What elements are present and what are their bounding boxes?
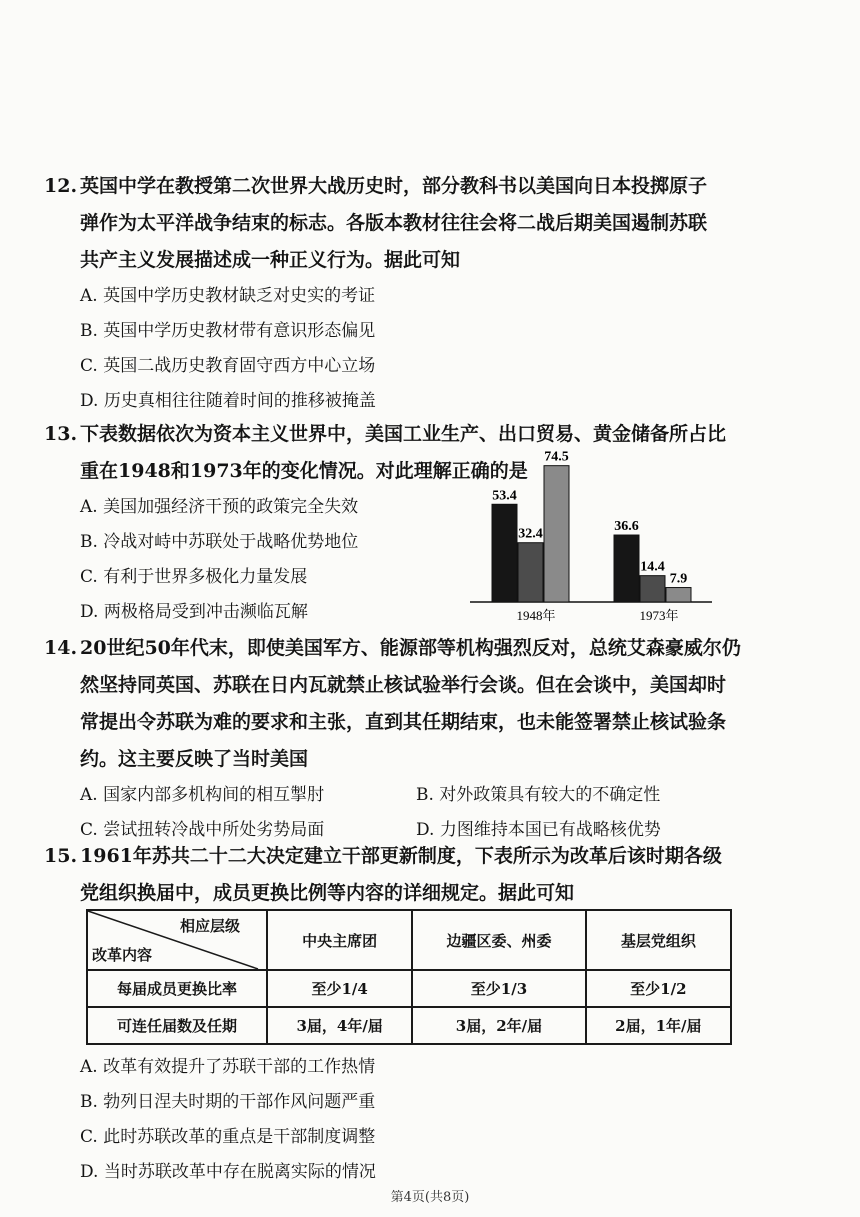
column-header: 基层党组织 — [586, 910, 731, 970]
table-row — [87, 1007, 731, 1044]
option-a[interactable]: A. 英国中学历史教材缺乏对史实的考证 — [80, 286, 376, 306]
option-a[interactable]: A. 国家内部多机构间的相互掣肘 — [80, 785, 325, 805]
option-d[interactable]: D. 两极格局受到冲击濒临瓦解 — [80, 602, 308, 622]
option-b[interactable]: B. 冷战对峙中苏联处于战略优势地位 — [80, 532, 359, 552]
bar — [640, 576, 665, 602]
table-row — [87, 970, 731, 1007]
table-cell: 2届，1年/届 — [586, 1007, 731, 1044]
option-d[interactable]: D. 力图维持本国已有战略核优势 — [416, 820, 661, 840]
question-stem-line: 党组织换届中，成员更换比例等内容的详细规定。据此可知 — [80, 882, 575, 904]
row-label: 每届成员更换比率 — [87, 970, 267, 1007]
table-cell: 3届，2年/届 — [412, 1007, 585, 1044]
option-b[interactable]: B. 对外政策具有较大的不确定性 — [416, 785, 661, 805]
data-label: 7.9 — [669, 571, 688, 587]
column-header: 中央主席团 — [267, 910, 412, 970]
question-14 — [44, 630, 804, 848]
question-number: 12. — [44, 175, 78, 197]
question-stem-line: 然坚持同英国、苏联在日内瓦就禁止核试验举行会谈。但在会谈中，美国却时 — [80, 674, 727, 696]
question-stem-line: 约。这主要反映了当时美国 — [80, 748, 309, 770]
bar — [544, 466, 569, 602]
table-header-row — [87, 910, 731, 970]
data-label: 14.4 — [640, 559, 665, 575]
us-share-bar-chart — [462, 449, 732, 626]
option-b[interactable]: B. 英国中学历史教材带有意识形态偏见 — [80, 321, 376, 341]
question-stem-line: 常提出令苏联为难的要求和主张，直到其任期结束，也未能签署禁止核试验条 — [80, 711, 727, 733]
bar — [492, 504, 517, 602]
option-b[interactable]: B. 勃列日涅夫时期的干部作风问题严重 — [80, 1092, 376, 1112]
question-stem-line: 下表数据依次为资本主义世界中，美国工业生产、出口贸易、黄金储备所占比 — [80, 423, 727, 445]
option-a[interactable]: A. 改革有效提升了苏联干部的工作热情 — [80, 1057, 376, 1077]
option-c[interactable]: C. 有利于世界多极化力量发展 — [80, 567, 308, 587]
option-d[interactable]: D. 当时苏联改革中存在脱离实际的情况 — [80, 1162, 376, 1182]
column-header: 边疆区委、州委 — [412, 910, 585, 970]
reform-table — [86, 909, 732, 1045]
data-label: 74.5 — [544, 449, 569, 465]
table-cell: 至少1/2 — [586, 970, 731, 1007]
page-footer: 第4页(共8页) — [390, 1190, 470, 1205]
table-corner-cell — [87, 910, 267, 970]
corner-top-label: 相应层级 — [179, 917, 240, 935]
table-cell: 至少1/4 — [267, 970, 412, 1007]
question-stem-line: 20世纪50年代末，即使美国军方、能源部等机构强烈反对，总统艾森豪威尔仍 — [80, 637, 741, 659]
table-cell: 3届，4年/届 — [267, 1007, 412, 1044]
question-number: 14. — [44, 637, 78, 659]
question-12 — [44, 168, 804, 419]
table-cell: 至少1/3 — [412, 970, 585, 1007]
question-stem-line: 英国中学在教授第二次世界大战历史时，部分教科书以美国向日本投掷原子 — [80, 175, 708, 197]
row-label: 可连任届数及任期 — [87, 1007, 267, 1044]
data-label: 36.6 — [614, 519, 639, 535]
option-d[interactable]: D. 历史真相往往随着时间的推移被掩盖 — [80, 391, 376, 411]
option-a[interactable]: A. 美国加强经济干预的政策完全失效 — [80, 497, 359, 517]
question-number: 15. — [44, 845, 78, 867]
bar — [666, 588, 691, 602]
option-c[interactable]: C. 此时苏联改革的重点是干部制度调整 — [80, 1127, 376, 1147]
question-15-options — [44, 1050, 804, 1190]
question-number: 13. — [44, 423, 78, 445]
x-tick-label: 1948年 — [516, 608, 556, 623]
question-stem-line: 重在1948和1973年的变化情况。对此理解正确的是 — [80, 460, 528, 482]
question-stem-line: 共产主义发展描述成一种正义行为。据此可知 — [80, 249, 461, 271]
question-15 — [44, 838, 804, 912]
bar — [614, 535, 639, 602]
option-c[interactable]: C. 英国二战历史教育固守西方中心立场 — [80, 356, 376, 376]
question-stem-line: 1961年苏共二十二大决定建立干部更新制度，下表所示为改革后该时期各级 — [80, 845, 722, 867]
bar — [518, 543, 543, 602]
data-label: 53.4 — [492, 488, 517, 504]
question-stem-line: 弹作为太平洋战争结束的标志。各版本教材往往会将二战后期美国遏制苏联 — [80, 212, 708, 234]
data-label: 32.4 — [518, 526, 543, 542]
corner-bottom-label: 改革内容 — [92, 946, 153, 964]
option-c[interactable]: C. 尝试扭转冷战中所处劣势局面 — [80, 820, 325, 840]
x-tick-label: 1973年 — [639, 608, 679, 623]
